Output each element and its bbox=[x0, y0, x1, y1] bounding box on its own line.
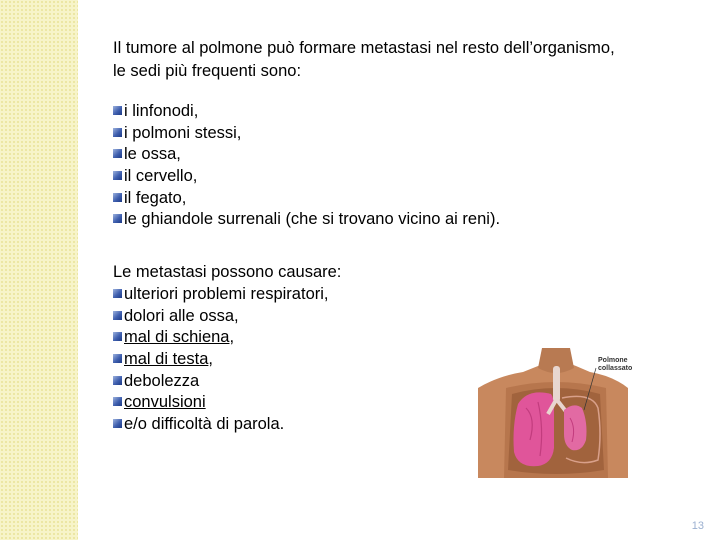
bullet-square-icon bbox=[113, 354, 122, 363]
collapsed-lung-illustration bbox=[478, 348, 642, 478]
slide-number: 13 bbox=[691, 520, 704, 532]
back-pain-link[interactable]: mal di schiena bbox=[124, 328, 230, 347]
bullet-square-icon bbox=[113, 289, 122, 298]
list-item-text: debolezza bbox=[124, 371, 200, 390]
list-item-text: le ghiandole surrenali (che si trovano vicino ai reni). bbox=[124, 210, 501, 229]
list-item bbox=[113, 144, 500, 166]
decorative-side-strip bbox=[0, 0, 78, 540]
bullet-square-icon bbox=[113, 106, 122, 115]
list-item bbox=[113, 306, 329, 328]
list-item bbox=[113, 123, 500, 145]
metastasis-sites-list bbox=[113, 101, 500, 231]
list-item-suffix: , bbox=[229, 328, 235, 347]
intro-line-2: le sedi più frequenti sono: bbox=[113, 62, 302, 80]
list-item bbox=[113, 166, 500, 188]
bullet-square-icon bbox=[113, 332, 122, 341]
symptoms-heading: Le metastasi possono causare: bbox=[113, 263, 342, 281]
list-item-suffix: , bbox=[208, 350, 213, 369]
figure-label bbox=[598, 357, 632, 373]
bullet-square-icon bbox=[113, 149, 122, 158]
bullet-square-icon bbox=[113, 376, 122, 385]
list-item bbox=[113, 101, 500, 123]
figure-label-line-1: Polmone bbox=[598, 357, 628, 364]
bullet-square-icon bbox=[113, 397, 122, 406]
convulsions-link[interactable]: convulsioni bbox=[124, 393, 206, 412]
list-item-text: dolori alle ossa, bbox=[124, 306, 239, 325]
symptoms-list bbox=[113, 284, 329, 436]
list-item bbox=[113, 392, 329, 414]
headache-link[interactable]: mal di testa bbox=[124, 350, 209, 369]
bullet-square-icon bbox=[113, 419, 122, 428]
list-item bbox=[113, 371, 329, 393]
list-item bbox=[113, 349, 329, 371]
list-item bbox=[113, 209, 500, 231]
list-item bbox=[113, 327, 329, 349]
intro-line-1: Il tumore al polmone può formare metastasi nel resto dell’organismo, bbox=[113, 39, 615, 57]
bullet-square-icon bbox=[113, 128, 122, 137]
list-item bbox=[113, 414, 329, 436]
figure-label-line-2: collassato bbox=[598, 365, 633, 372]
list-item bbox=[113, 188, 500, 210]
list-item-text: i polmoni stessi, bbox=[124, 123, 242, 142]
list-item-text: e/o difficoltà di parola. bbox=[124, 415, 285, 434]
list-item-text: il fegato, bbox=[124, 188, 187, 207]
intro-paragraph bbox=[113, 37, 693, 83]
bullet-square-icon bbox=[113, 311, 122, 320]
bullet-square-icon bbox=[113, 214, 122, 223]
list-item bbox=[113, 284, 329, 306]
list-item-text: ulteriori problemi respiratori, bbox=[124, 285, 329, 303]
list-item-text: i linfonodi, bbox=[124, 102, 199, 120]
bullet-square-icon bbox=[113, 171, 122, 180]
list-item-text: il cervello, bbox=[124, 167, 198, 186]
list-item-text: le ossa, bbox=[124, 145, 181, 164]
bullet-square-icon bbox=[113, 193, 122, 202]
